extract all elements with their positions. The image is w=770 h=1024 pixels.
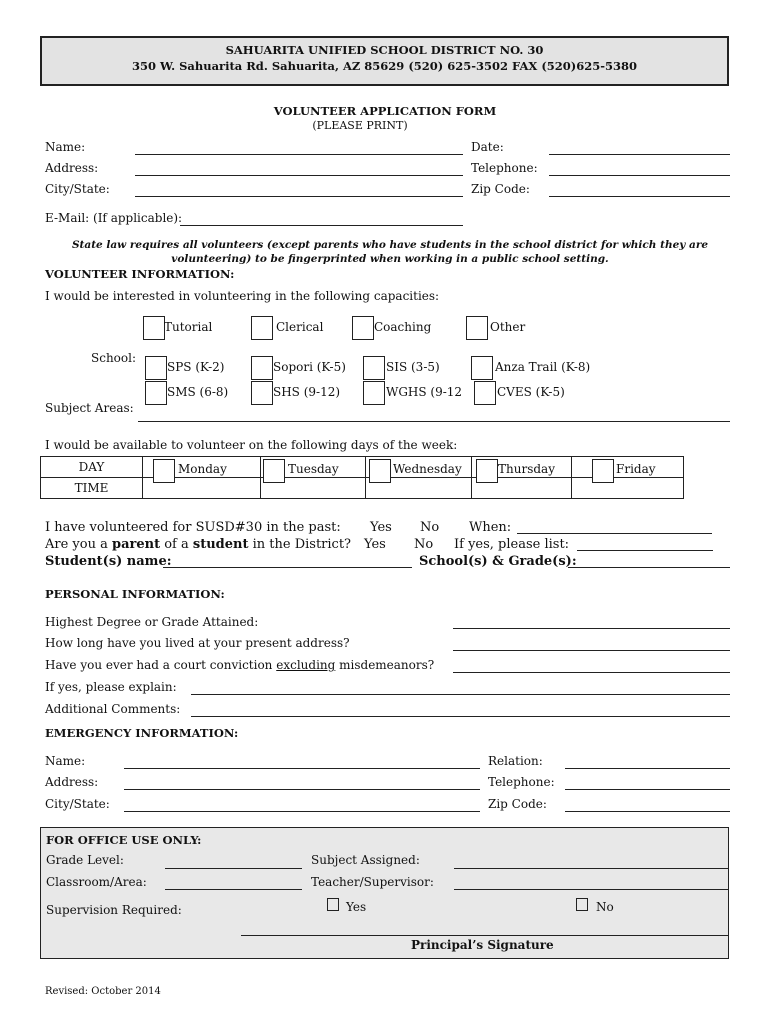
past-volunteer-question: I have volunteered for SUSD#30 in the past: <box>45 520 341 535</box>
past-volunteer-yes[interactable]: Yes <box>370 520 392 535</box>
monday-time-cell[interactable] <box>143 478 261 499</box>
explain-label: If yes, please explain: <box>45 680 177 694</box>
supervision-yes-label: Yes <box>346 900 367 914</box>
email-field[interactable] <box>180 225 463 226</box>
wghs-label: WGHS (9-12 <box>386 385 463 399</box>
city-state-label: City/State: <box>45 182 110 196</box>
principal-signature-line[interactable] <box>241 935 728 936</box>
wednesday-time-cell[interactable] <box>366 478 472 499</box>
grade-level-field[interactable] <box>165 868 302 869</box>
supervision-yes-checkbox[interactable] <box>327 898 339 911</box>
parent-yes[interactable]: Yes <box>364 537 386 552</box>
tutorial-checkbox[interactable] <box>143 316 165 340</box>
telephone-label: Telephone: <box>471 161 538 175</box>
form-subtitle: (PLEASE PRINT) <box>312 119 408 132</box>
sis-label: SIS (3-5) <box>386 360 440 374</box>
students-name-field[interactable] <box>163 567 412 568</box>
classroom-label: Classroom/Area: <box>46 875 147 889</box>
office-use-box <box>40 827 729 959</box>
name-field[interactable] <box>135 154 463 155</box>
tuesday-cell[interactable] <box>261 457 366 478</box>
emergency-heading: EMERGENCY INFORMATION: <box>45 726 239 740</box>
date-label: Date: <box>471 140 504 154</box>
tutorial-label: Tutorial <box>164 320 213 334</box>
coaching-checkbox[interactable] <box>352 316 374 340</box>
emergency-city-label: City/State: <box>45 797 110 811</box>
anza-trail-checkbox[interactable] <box>471 356 493 380</box>
time-header: TIME <box>41 478 143 499</box>
how-long-label: How long have you lived at your present address? <box>45 636 350 650</box>
address-label: Address: <box>45 161 99 175</box>
other-label: Other <box>490 320 526 334</box>
zip-label: Zip Code: <box>471 182 530 196</box>
email-label: E-Mail: (If applicable): <box>45 211 183 225</box>
emergency-city-field[interactable] <box>124 811 480 812</box>
day-header: DAY <box>41 457 143 478</box>
shs-label: SHS (9-12) <box>273 385 341 399</box>
friday-time-cell[interactable] <box>572 478 684 499</box>
parent-q-b: parent <box>112 537 161 552</box>
conviction-label: Have you ever had a court conviction excluding misdemeanors? <box>45 658 435 672</box>
if-yes-list-label: If yes, please list: <box>454 537 570 552</box>
volunteer-heading: VOLUNTEER INFORMATION: <box>45 267 235 281</box>
sis-checkbox[interactable] <box>363 356 385 380</box>
telephone-field[interactable] <box>549 175 730 176</box>
supervision-no-checkbox[interactable] <box>576 898 588 911</box>
district-header <box>40 36 729 86</box>
wghs-checkbox[interactable] <box>363 381 385 405</box>
comments-label: Additional Comments: <box>45 702 181 716</box>
address-field[interactable] <box>135 175 463 176</box>
teacher-field[interactable] <box>454 889 729 890</box>
cves-checkbox[interactable] <box>474 381 496 405</box>
anza-trail-label: Anza Trail (K-8) <box>495 360 591 374</box>
name-label: Name: <box>45 140 86 154</box>
degree-field[interactable] <box>453 628 730 629</box>
classroom-field[interactable] <box>165 889 302 890</box>
zip-field[interactable] <box>549 196 730 197</box>
district-name: SAHUARITA UNIFIED SCHOOL DISTRICT NO. 30 <box>225 43 544 57</box>
subject-assigned-label: Subject Assigned: <box>311 853 420 867</box>
district-contact: 350 W. Sahuarita Rd. Sahuarita, AZ 85629 (520) 625-3502 FAX (520)625-5380 <box>131 59 638 73</box>
grade-level-label: Grade Level: <box>46 853 124 867</box>
clerical-checkbox[interactable] <box>251 316 273 340</box>
school-label: School: <box>91 351 136 365</box>
emergency-name-field[interactable] <box>124 768 480 769</box>
friday-label: Friday <box>616 462 656 476</box>
days-table <box>40 456 684 499</box>
monday-label: Monday <box>178 462 227 476</box>
emergency-telephone-label: Telephone: <box>488 775 555 789</box>
conviction-field[interactable] <box>453 672 730 673</box>
sms-checkbox[interactable] <box>145 381 167 405</box>
principal-signature-label: Principal’s Signature <box>411 938 554 952</box>
revised-date: Revised: October 2014 <box>45 986 161 997</box>
form-title: VOLUNTEER APPLICATION FORM <box>273 104 497 118</box>
other-checkbox[interactable] <box>466 316 488 340</box>
explain-field[interactable] <box>191 694 730 695</box>
shs-checkbox[interactable] <box>251 381 273 405</box>
degree-label: Highest Degree or Grade Attained: <box>45 615 259 629</box>
subject-assigned-field[interactable] <box>454 868 729 869</box>
tuesday-time-cell[interactable] <box>261 478 366 499</box>
when-field[interactable] <box>517 533 712 534</box>
students-name-label: Student(s) name: <box>45 554 172 569</box>
parent-q-e: in the District? <box>248 537 352 552</box>
cves-label: CVES (K-5) <box>497 385 565 399</box>
relation-field[interactable] <box>565 768 730 769</box>
emergency-address-field[interactable] <box>124 789 480 790</box>
capacities-prompt: I would be interested in volunteering in the following capacities: <box>45 289 440 303</box>
clerical-label: Clerical <box>276 320 324 334</box>
sopori-checkbox[interactable] <box>251 356 273 380</box>
parent-q-c: of a <box>160 537 193 552</box>
sps-checkbox[interactable] <box>145 356 167 380</box>
when-label: When: <box>469 520 512 535</box>
emergency-zip-label: Zip Code: <box>488 797 547 811</box>
parent-q-d: student <box>192 537 249 552</box>
teacher-label: Teacher/Supervisor: <box>311 875 434 889</box>
sopori-label: Sopori (K-5) <box>273 360 346 374</box>
thursday-time-cell[interactable] <box>472 478 572 499</box>
date-field[interactable] <box>549 154 730 155</box>
thursday-label: Thursday <box>498 462 555 476</box>
sms-label: SMS (6-8) <box>167 385 229 399</box>
friday-cell[interactable] <box>572 457 684 478</box>
if-yes-list-field[interactable] <box>577 550 713 551</box>
wednesday-cell[interactable] <box>366 457 472 478</box>
sps-label: SPS (K-2) <box>167 360 225 374</box>
emergency-address-label: Address: <box>45 775 99 789</box>
how-long-field[interactable] <box>453 650 730 651</box>
personal-heading: PERSONAL INFORMATION: <box>45 587 225 601</box>
past-volunteer-no[interactable]: No <box>420 520 440 535</box>
relation-label: Relation: <box>488 754 543 768</box>
office-heading: FOR OFFICE USE ONLY: <box>46 833 202 847</box>
comments-field[interactable] <box>191 716 730 717</box>
subject-areas-field[interactable] <box>138 421 730 422</box>
emergency-name-label: Name: <box>45 754 86 768</box>
days-prompt: I would be available to volunteer on the following days of the week: <box>45 438 458 452</box>
monday-cell[interactable] <box>143 457 261 478</box>
parent-q-a: Are you a <box>45 537 112 552</box>
parent-question <box>45 537 351 552</box>
subject-areas-label: Subject Areas: <box>45 401 134 415</box>
school-grade-field[interactable] <box>568 567 730 568</box>
emergency-zip-field[interactable] <box>565 811 730 812</box>
tuesday-label: Tuesday <box>288 462 339 476</box>
parent-no[interactable]: No <box>414 537 434 552</box>
coaching-label: Coaching <box>374 320 432 334</box>
supervision-no-label: No <box>596 900 614 914</box>
wednesday-label: Wednesday <box>393 462 462 476</box>
emergency-telephone-field[interactable] <box>565 789 730 790</box>
supervision-label: Supervision Required: <box>46 903 182 917</box>
thursday-cell[interactable] <box>472 457 572 478</box>
fingerprint-notice-1: State law requires all volunteers (except parents who have students in the school district for which they are <box>71 239 709 251</box>
city-state-field[interactable] <box>135 196 463 197</box>
school-grade-label: School(s) & Grade(s): <box>419 554 577 569</box>
fingerprint-notice-2: volunteering) to be fingerprinted when working in a public school setting. <box>171 253 609 265</box>
